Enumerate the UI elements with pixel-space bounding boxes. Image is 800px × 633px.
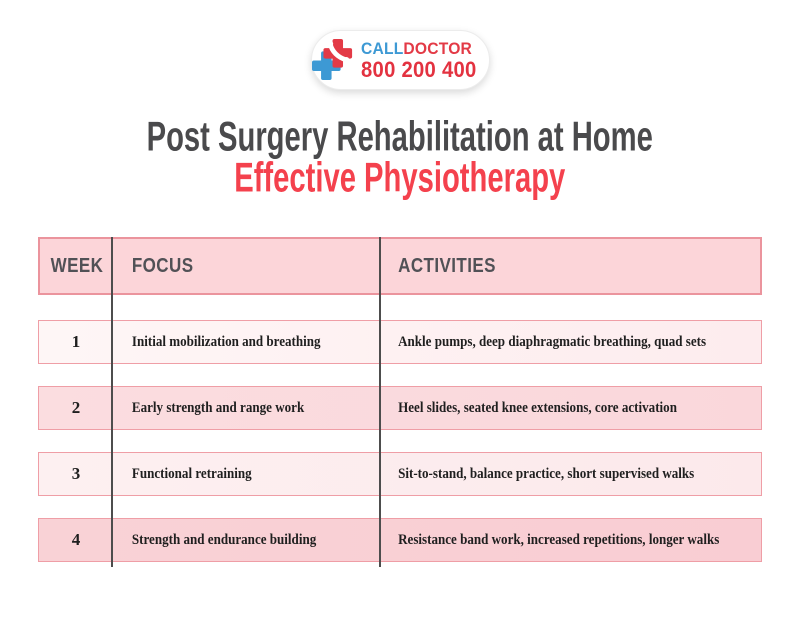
cell-week: 3 xyxy=(71,464,81,483)
cell-focus: Initial mobilization and breathing xyxy=(131,333,321,350)
table-row-week-3 xyxy=(38,452,762,496)
logo-text-block xyxy=(361,40,487,81)
table-row-week-2 xyxy=(38,386,762,430)
cell-week: 1 xyxy=(71,332,81,351)
page-title: Post Surgery Rehabilitation at Home xyxy=(146,113,654,161)
logo-brand-doctor: DOCTOR xyxy=(403,38,473,58)
column-header-activities: ACTIVITIES xyxy=(398,254,496,277)
column-divider xyxy=(111,237,113,567)
logo-brand-call: CALL xyxy=(361,38,404,58)
cell-focus: Functional retraining xyxy=(131,465,252,482)
cell-week: 2 xyxy=(71,398,81,417)
cell-activities: Sit-to-stand, balance practice, short supervised walks xyxy=(398,465,695,482)
table-row-week-1 xyxy=(38,320,762,364)
cell-activities: Ankle pumps, deep diaphragmatic breathing, quad sets xyxy=(398,333,707,350)
column-header-focus: FOCUS xyxy=(131,254,194,277)
cell-week: 4 xyxy=(71,530,81,549)
table-header-row xyxy=(38,237,762,295)
cell-focus: Early strength and range work xyxy=(131,399,305,416)
table-row-week-4 xyxy=(38,518,762,562)
call-doctor-cross-phone-icon xyxy=(312,39,354,81)
logo-phone-number: 800 200 400 xyxy=(361,56,477,82)
cell-activities: Heel slides, seated knee extensions, core activation xyxy=(398,399,677,416)
cell-focus: Strength and endurance building xyxy=(131,531,317,548)
column-divider xyxy=(379,237,381,567)
call-doctor-logo xyxy=(311,30,490,90)
cell-activities: Resistance band work, increased repetitions, longer walks xyxy=(398,531,720,548)
logo-brand-name xyxy=(361,40,477,57)
rehab-schedule-table xyxy=(38,237,762,569)
page-subtitle: Effective Physiotherapy xyxy=(234,154,566,202)
column-header-week: WEEK xyxy=(50,254,104,277)
